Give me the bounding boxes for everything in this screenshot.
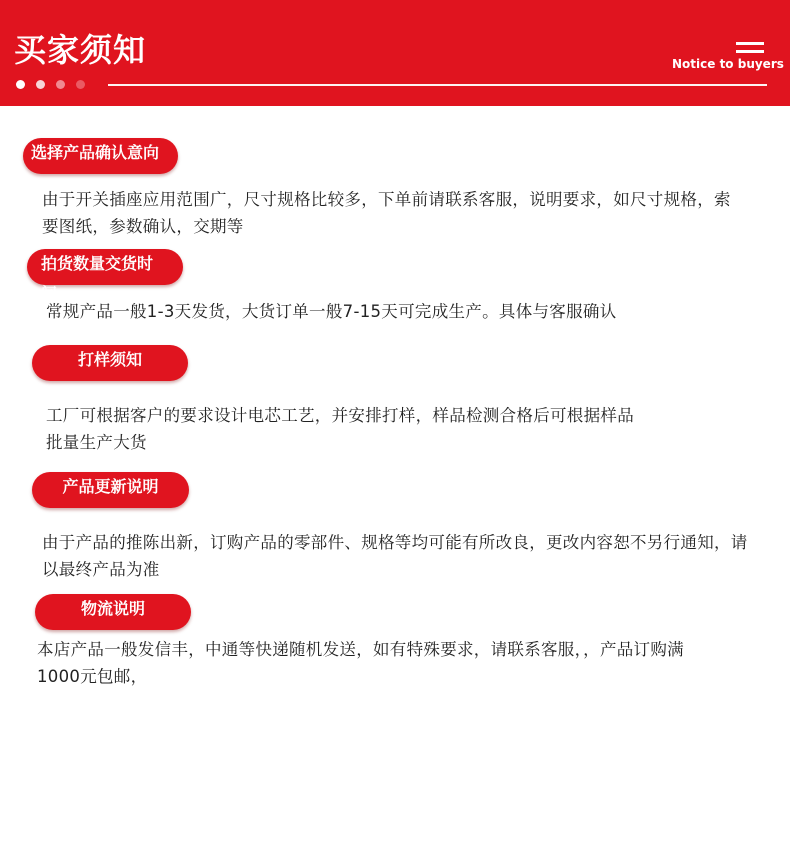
header-banner — [0, 0, 790, 106]
header-divider — [108, 84, 767, 86]
decorative-dots — [16, 80, 85, 90]
hamburger-icon — [736, 42, 764, 54]
section-text-logistics: 本店产品一般发信丰，中通等快递随机发送，如有特殊要求，请联系客服，，产品订购满1000元包邮， — [37, 640, 684, 686]
dot-icon — [76, 80, 85, 89]
section-heading-delivery-time — [27, 249, 183, 303]
section-heading-label: 选择产品确认意向 — [31, 143, 160, 162]
section-text-select-product: 由于开关插座应用范围广，尺寸规格比较多，下单前请联系客服，说明要求，如尺寸规格，索要图纸，参数确认，交期等 — [42, 190, 731, 236]
section-heading-sampling — [32, 345, 188, 381]
section-text-product-update: 由于产品的推陈出新，订购产品的零部件、规格等均可能有所改良，更改内容恕不另行通知，请以最终产品为准 — [42, 533, 748, 579]
dot-icon — [16, 80, 25, 89]
section-text-delivery-time: 常规产品一般1-3天发货，大货订单一般7-15天可完成生产。具体与客服确认 — [46, 302, 617, 321]
dot-icon — [56, 80, 65, 89]
page-title: 买家须知 — [14, 31, 147, 69]
section-heading-label: 拍货数量交货时间 — [41, 254, 154, 303]
section-heading-select-product — [23, 138, 178, 174]
dot-icon — [36, 80, 45, 89]
section-heading-product-update — [32, 472, 189, 508]
section-heading-label: 产品更新说明 — [62, 477, 159, 496]
section-heading-logistics — [35, 594, 191, 630]
section-heading-label: 物流说明 — [80, 599, 145, 618]
section-heading-label: 打样须知 — [77, 350, 142, 369]
page-subtitle: Notice to buyers — [672, 57, 784, 71]
section-text-sampling: 工厂可根据客户的要求设计电芯工艺，并安排打样，样品检测合格后可根据样品批量生产大货 — [46, 406, 634, 452]
